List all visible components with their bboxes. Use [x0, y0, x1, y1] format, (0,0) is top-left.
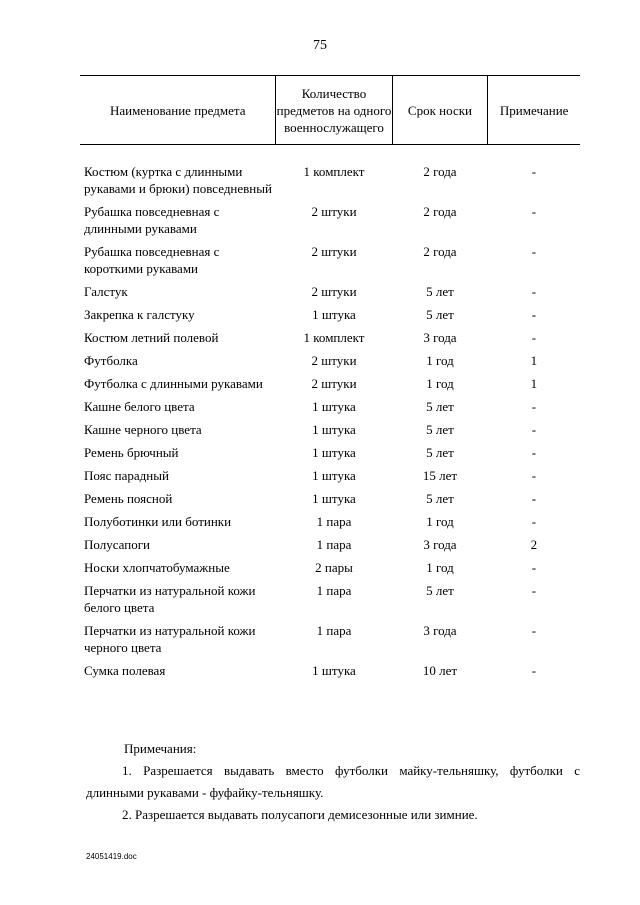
- item-term: 2 года: [423, 164, 457, 179]
- item-name: Полусапоги: [84, 537, 150, 552]
- header-note: Примечание: [488, 76, 580, 145]
- item-name: Перчатки из натуральной кожи черного цвета: [84, 623, 256, 655]
- item-quantity: 1 комплект: [303, 330, 365, 345]
- notes-section: [86, 738, 580, 826]
- item-note: -: [531, 445, 537, 460]
- notes-heading: Примечания:: [124, 741, 197, 756]
- item-note: -: [531, 307, 537, 322]
- table-body: [80, 145, 580, 686]
- item-quantity: 1 штука: [312, 468, 356, 483]
- item-term: 1 год: [426, 514, 454, 529]
- item-quantity: 2 штуки: [311, 244, 357, 259]
- header-name: Наименование предмета: [80, 76, 276, 145]
- item-name: Ремень поясной: [84, 491, 173, 506]
- item-term: 1 год: [426, 560, 454, 575]
- item-name: Костюм (куртка с длинными рукавами и брюки) повседневный: [84, 164, 272, 196]
- item-term: 5 лет: [426, 491, 454, 506]
- item-quantity: 1 штука: [312, 307, 356, 322]
- item-note: 2: [530, 537, 538, 552]
- item-term: 15 лет: [422, 468, 458, 483]
- item-term: 5 лет: [426, 399, 454, 414]
- table-spacer: [80, 145, 580, 164]
- table-row: [80, 163, 580, 203]
- table-row: [80, 582, 580, 622]
- item-note: -: [531, 583, 537, 598]
- note-item-2: 2. Разрешается выдавать полусапоги демисезонные или зимние.: [122, 807, 478, 822]
- header-term: Срок носки: [392, 76, 488, 145]
- items-table: [80, 75, 580, 685]
- table-row: [80, 283, 580, 306]
- item-name: Рубашка повседневная с длинными рукавами: [84, 204, 220, 236]
- item-quantity: 1 пара: [316, 623, 352, 638]
- item-term: 5 лет: [426, 284, 454, 299]
- item-note: -: [531, 623, 537, 638]
- table-row: [80, 243, 580, 283]
- table-row: [80, 375, 580, 398]
- item-name: Ремень брючный: [84, 445, 179, 460]
- table-row: [80, 513, 580, 536]
- item-quantity: 1 штука: [312, 445, 356, 460]
- item-quantity: 2 штуки: [311, 376, 357, 391]
- document-id: 24051419.doc: [86, 852, 137, 861]
- item-name: Носки хлопчатобумажные: [84, 560, 230, 575]
- item-name: Кашне белого цвета: [84, 399, 195, 414]
- item-note: -: [531, 422, 537, 437]
- item-name: Галстук: [84, 284, 128, 299]
- item-name: Футболка: [84, 353, 138, 368]
- item-quantity: 1 пара: [316, 537, 352, 552]
- table-row: [80, 559, 580, 582]
- item-term: 3 года: [423, 623, 457, 638]
- table-row: [80, 467, 580, 490]
- item-note: -: [531, 284, 537, 299]
- item-note: 1: [530, 353, 538, 368]
- item-quantity: 1 штука: [312, 422, 356, 437]
- item-quantity: 1 комплект: [303, 164, 365, 179]
- table-row: [80, 352, 580, 375]
- item-term: 5 лет: [426, 583, 454, 598]
- item-term: 3 года: [423, 537, 457, 552]
- table-row: [80, 536, 580, 559]
- item-quantity: 2 штуки: [311, 204, 357, 219]
- table-row: [80, 622, 580, 662]
- item-name: Полуботинки или ботинки: [84, 514, 232, 529]
- item-term: 5 лет: [426, 422, 454, 437]
- table-row: [80, 490, 580, 513]
- item-term: 1 год: [426, 353, 454, 368]
- item-quantity: 1 пара: [316, 583, 352, 598]
- table-row: [80, 203, 580, 243]
- item-note: -: [531, 514, 537, 529]
- item-term: 1 год: [426, 376, 454, 391]
- item-name: Кашне черного цвета: [84, 422, 202, 437]
- item-quantity: 2 пары: [315, 560, 353, 575]
- item-name: Костюм летний полевой: [84, 330, 219, 345]
- item-quantity: 1 штука: [312, 663, 356, 678]
- item-note: -: [531, 663, 537, 678]
- item-name: Перчатки из натуральной кожи белого цвета: [84, 583, 256, 615]
- table-row: [80, 444, 580, 467]
- item-name: Сумка полевая: [84, 663, 166, 678]
- item-note: 1: [530, 376, 538, 391]
- item-quantity: 1 штука: [312, 491, 356, 506]
- item-name: Пояс парадный: [84, 468, 169, 483]
- item-term: 5 лет: [426, 445, 454, 460]
- item-note: -: [531, 244, 537, 259]
- page-number: 75: [313, 38, 327, 53]
- item-note: -: [531, 491, 537, 506]
- item-note: -: [531, 399, 537, 414]
- table-row: [80, 329, 580, 352]
- table-row: [80, 662, 580, 685]
- item-note: -: [531, 468, 537, 483]
- item-note: -: [531, 560, 537, 575]
- table-header-row: [80, 76, 580, 145]
- item-quantity: 1 пара: [316, 514, 352, 529]
- item-term: 2 года: [423, 204, 457, 219]
- note-item-1: 1. Разрешается выдавать вместо футболки майку-тельняшку, футболки с длинными рукавами - фуфайку-тельняшку.: [86, 763, 580, 800]
- item-term: 3 года: [423, 330, 457, 345]
- item-name: Закрепка к галстуку: [84, 307, 195, 322]
- table-row: [80, 421, 580, 444]
- item-quantity: 1 штука: [312, 399, 356, 414]
- item-note: -: [531, 204, 537, 219]
- item-note: -: [531, 330, 537, 345]
- item-quantity: 2 штуки: [311, 284, 357, 299]
- item-term: 10 лет: [422, 663, 458, 678]
- table-row: [80, 306, 580, 329]
- header-quantity: Количество предметов на одного военнослужащего: [276, 76, 392, 145]
- table-row: [80, 398, 580, 421]
- item-quantity: 2 штуки: [311, 353, 357, 368]
- item-name: Футболка с длинными рукавами: [84, 376, 263, 391]
- item-note: -: [531, 164, 537, 179]
- item-term: 5 лет: [426, 307, 454, 322]
- item-name: Рубашка повседневная с короткими рукавами: [84, 244, 220, 276]
- item-term: 2 года: [423, 244, 457, 259]
